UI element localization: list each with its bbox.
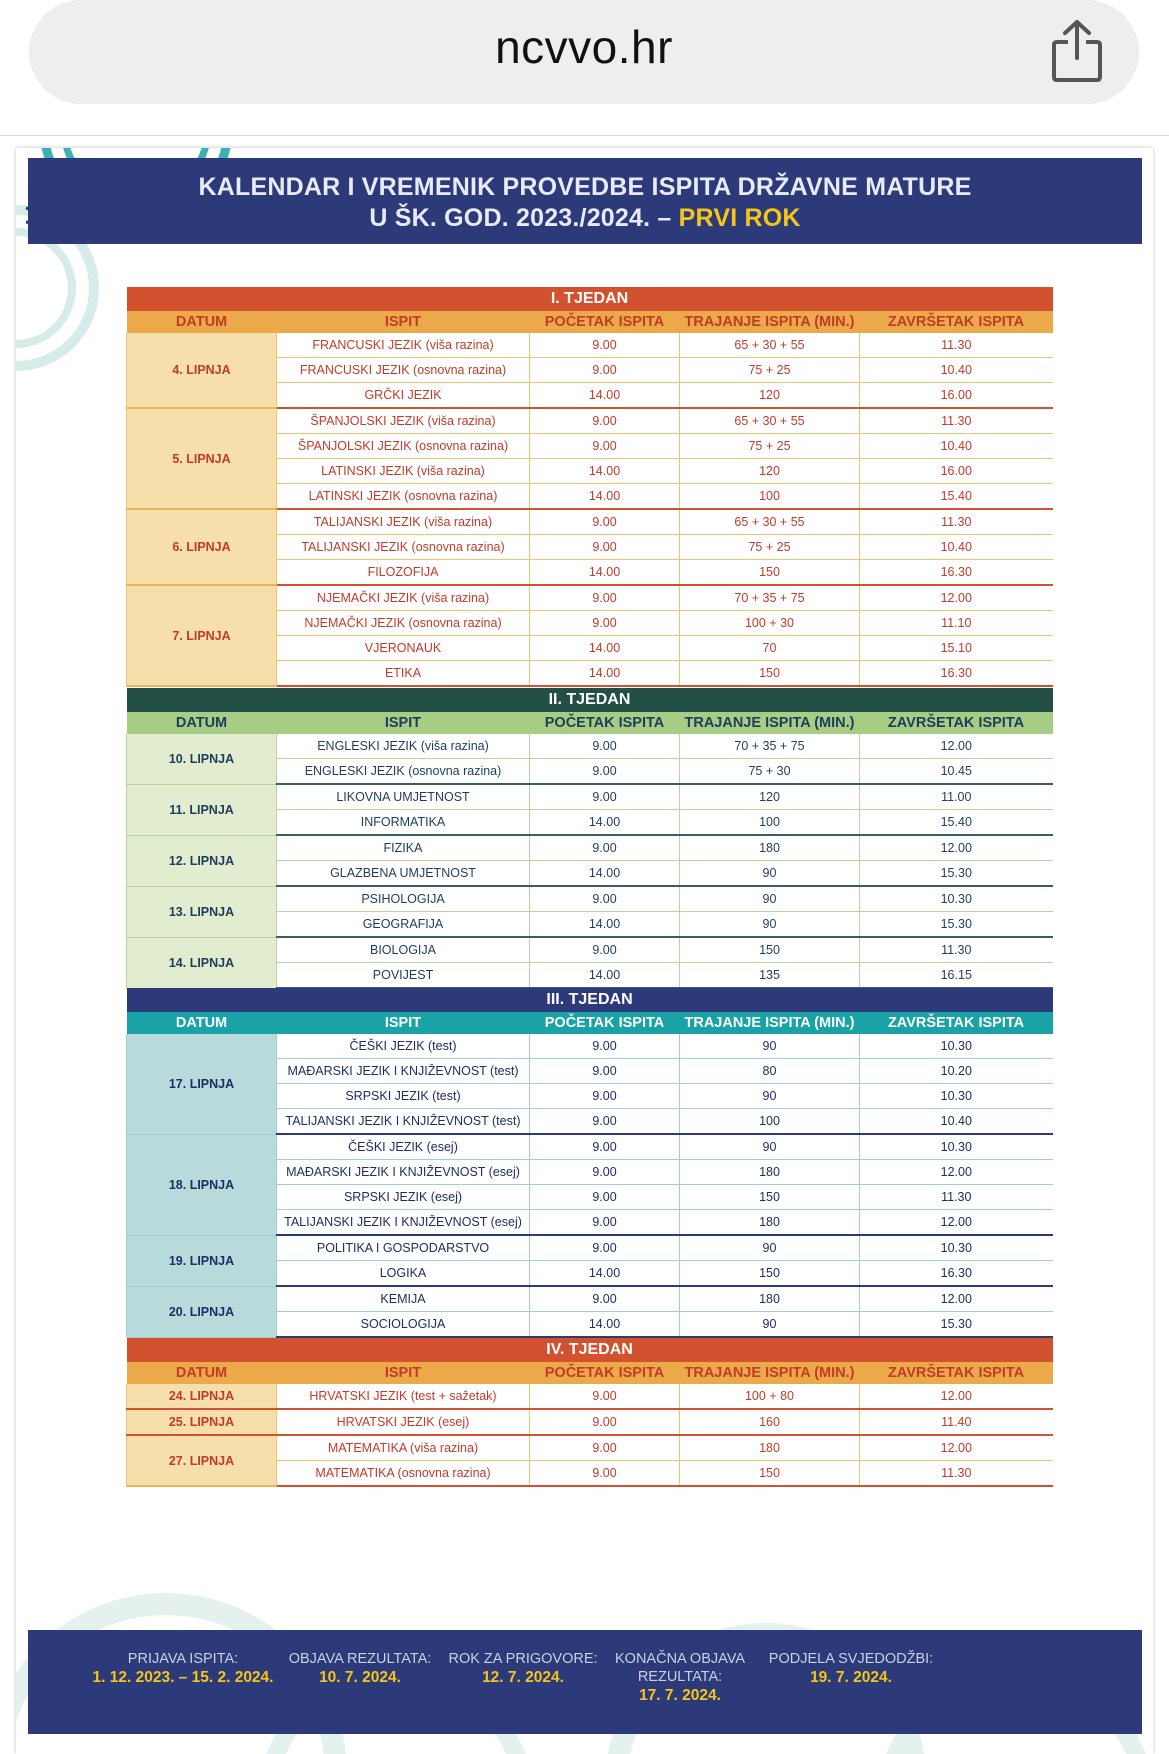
end-time: 15.40	[860, 810, 1053, 836]
week-title: II. TJEDAN	[127, 688, 1053, 712]
start-time: 14.00	[530, 1261, 680, 1287]
col-zavrsetak: ZAVRŠETAK ISPITA	[860, 1012, 1053, 1034]
start-time: 9.00	[530, 1109, 680, 1135]
table-row	[127, 784, 1053, 810]
end-time: 11.10	[860, 611, 1053, 636]
start-time: 14.00	[530, 810, 680, 836]
page-title	[28, 172, 1142, 234]
exam-name: SOCIOLOGIJA	[277, 1312, 530, 1338]
footer-item	[580, 1650, 780, 1706]
end-time: 11.30	[860, 509, 1053, 535]
start-time: 9.00	[530, 1435, 680, 1461]
table-row	[127, 1435, 1053, 1461]
footer-date: 17. 7. 2024.	[639, 1687, 721, 1704]
start-time: 9.00	[530, 1059, 680, 1084]
duration: 120	[680, 383, 860, 409]
end-time: 11.30	[860, 1461, 1053, 1487]
title-highlight: PRVI ROK	[678, 204, 801, 232]
exam-name: MATEMATIKA (viša razina)	[277, 1435, 530, 1461]
footer-date: 19. 7. 2024.	[810, 1669, 892, 1686]
exam-name: HRVATSKI JEZIK (test + sažetak)	[277, 1384, 530, 1409]
table-row	[127, 509, 1053, 535]
start-time: 9.00	[530, 1384, 680, 1409]
end-time: 12.00	[860, 835, 1053, 861]
col-pocetak: POČETAK ISPITA	[530, 1362, 680, 1384]
week-table-3	[126, 988, 1052, 1338]
footer-date: 1. 12. 2023. – 15. 2. 2024.	[92, 1669, 274, 1686]
week-title-row	[127, 988, 1053, 1012]
start-time: 14.00	[530, 912, 680, 938]
exam-name: FRANCUSKI JEZIK (viša razina)	[277, 333, 530, 358]
col-datum: DATUM	[127, 712, 277, 734]
week-table-2	[126, 688, 1052, 989]
start-time: 9.00	[530, 937, 680, 963]
start-time: 9.00	[530, 1160, 680, 1185]
start-time: 9.00	[530, 1409, 680, 1435]
schedule-table	[126, 988, 1053, 1338]
date-cell: 12. LIPNJA	[127, 835, 277, 886]
end-time: 10.30	[860, 1034, 1053, 1059]
footer-item	[270, 1650, 450, 1688]
exam-name: KEMIJA	[277, 1286, 530, 1312]
week-title-row	[127, 287, 1053, 311]
exam-name: POLITIKA I GOSPODARSTVO	[277, 1235, 530, 1261]
end-time: 11.00	[860, 784, 1053, 810]
start-time: 14.00	[530, 963, 680, 989]
week-title: IV. TJEDAN	[127, 1338, 1053, 1362]
exam-name: FRANCUSKI JEZIK (osnovna razina)	[277, 358, 530, 383]
week-title: III. TJEDAN	[127, 988, 1053, 1012]
start-time: 14.00	[530, 636, 680, 661]
table-row	[127, 1034, 1053, 1059]
col-zavrsetak: ZAVRŠETAK ISPITA	[860, 311, 1053, 333]
date-cell: 6. LIPNJA	[127, 509, 277, 585]
table-row	[127, 734, 1053, 759]
end-time: 16.00	[860, 383, 1053, 409]
end-time: 10.20	[860, 1059, 1053, 1084]
end-time: 12.00	[860, 1435, 1053, 1461]
end-time: 16.15	[860, 963, 1053, 989]
exam-name: ŠPANJOLSKI JEZIK (viša razina)	[277, 408, 530, 434]
col-pocetak: POČETAK ISPITA	[530, 712, 680, 734]
week-title: I. TJEDAN	[127, 287, 1053, 311]
column-header-row	[127, 712, 1053, 734]
duration: 90	[680, 1134, 860, 1160]
duration: 135	[680, 963, 860, 989]
start-time: 14.00	[530, 1312, 680, 1338]
start-time: 9.00	[530, 509, 680, 535]
exam-name: ČEŠKI JEZIK (test)	[277, 1034, 530, 1059]
col-ispit: ISPIT	[277, 311, 530, 333]
end-time: 12.00	[860, 1160, 1053, 1185]
start-time: 9.00	[530, 585, 680, 611]
date-cell: 27. LIPNJA	[127, 1435, 277, 1486]
footer-label: OBJAVA REZULTATA:	[288, 1651, 432, 1667]
end-time: 12.00	[860, 1384, 1053, 1409]
column-header-row	[127, 311, 1053, 333]
date-cell: 20. LIPNJA	[127, 1286, 277, 1337]
start-time: 9.00	[530, 1084, 680, 1109]
start-time: 9.00	[530, 734, 680, 759]
date-cell: 4. LIPNJA	[127, 333, 277, 408]
col-trajanje: TRAJANJE ISPITA (MIN.)	[680, 311, 860, 333]
duration: 160	[680, 1409, 860, 1435]
date-cell: 5. LIPNJA	[127, 408, 277, 509]
duration: 180	[680, 1160, 860, 1185]
exam-name: MAĐARSKI JEZIK I KNJIŽEVNOST (test)	[277, 1059, 530, 1084]
exam-name: PSIHOLOGIJA	[277, 886, 530, 912]
duration: 100	[680, 810, 860, 836]
date-cell: 24. LIPNJA	[127, 1384, 277, 1409]
duration: 90	[680, 886, 860, 912]
exam-name: TALIJANSKI JEZIK (osnovna razina)	[277, 535, 530, 560]
table-row	[127, 886, 1053, 912]
end-time: 11.30	[860, 1185, 1053, 1210]
duration: 75 + 25	[680, 358, 860, 383]
end-time: 11.30	[860, 333, 1053, 358]
start-time: 9.00	[530, 835, 680, 861]
footer-label: ROK ZA PRIGOVORE:	[448, 1651, 598, 1667]
footer-item	[756, 1650, 946, 1688]
col-ispit: ISPIT	[277, 1362, 530, 1384]
exam-name: TALIJANSKI JEZIK (viša razina)	[277, 509, 530, 535]
exam-name: LATINSKI JEZIK (osnovna razina)	[277, 484, 530, 510]
col-zavrsetak: ZAVRŠETAK ISPITA	[860, 1362, 1053, 1384]
start-time: 9.00	[530, 1134, 680, 1160]
table-row	[127, 333, 1053, 358]
end-time: 15.30	[860, 861, 1053, 887]
date-cell: 18. LIPNJA	[127, 1134, 277, 1235]
table-row	[127, 937, 1053, 963]
exam-name: MATEMATIKA (osnovna razina)	[277, 1461, 530, 1487]
exam-name: NJEMAČKI JEZIK (viša razina)	[277, 585, 530, 611]
exam-name: LIKOVNA UMJETNOST	[277, 784, 530, 810]
end-time: 10.45	[860, 759, 1053, 785]
end-time: 16.00	[860, 459, 1053, 484]
footer-label: KONAČNA OBJAVA REZULTATA:	[615, 1651, 745, 1685]
exam-name: SRPSKI JEZIK (esej)	[277, 1185, 530, 1210]
schedule-table	[126, 1338, 1053, 1487]
col-zavrsetak: ZAVRŠETAK ISPITA	[860, 712, 1053, 734]
start-time: 14.00	[530, 383, 680, 409]
exam-name: ETIKA	[277, 661, 530, 687]
end-time: 11.30	[860, 408, 1053, 434]
footer-label: PRIJAVA ISPITA:	[127, 1651, 239, 1667]
duration: 180	[680, 1210, 860, 1236]
exam-name: LATINSKI JEZIK (viša razina)	[277, 459, 530, 484]
date-cell: 14. LIPNJA	[127, 937, 277, 988]
start-time: 14.00	[530, 459, 680, 484]
table-row	[127, 1409, 1053, 1435]
exam-name: GRČKI JEZIK	[277, 383, 530, 409]
duration: 75 + 30	[680, 759, 860, 785]
duration: 150	[680, 937, 860, 963]
exam-name: BIOLOGIJA	[277, 937, 530, 963]
date-cell: 25. LIPNJA	[127, 1409, 277, 1435]
duration: 65 + 30 + 55	[680, 509, 860, 535]
exam-name: ŠPANJOLSKI JEZIK (osnovna razina)	[277, 434, 530, 459]
week-table-1	[126, 287, 1052, 687]
start-time: 14.00	[530, 861, 680, 887]
end-time: 12.00	[860, 1286, 1053, 1312]
end-time: 12.00	[860, 1210, 1053, 1236]
duration: 70 + 35 + 75	[680, 734, 860, 759]
share-button[interactable]	[1049, 18, 1105, 84]
schedule-table	[126, 287, 1053, 687]
end-time: 10.30	[860, 1134, 1053, 1160]
end-time: 16.30	[860, 661, 1053, 687]
duration: 120	[680, 459, 860, 484]
week-title-row	[127, 1338, 1053, 1362]
start-time: 9.00	[530, 1461, 680, 1487]
duration: 75 + 25	[680, 434, 860, 459]
exam-name: SRPSKI JEZIK (test)	[277, 1084, 530, 1109]
exam-name: TALIJANSKI JEZIK I KNJIŽEVNOST (esej)	[277, 1210, 530, 1236]
duration: 65 + 30 + 55	[680, 408, 860, 434]
exam-name: ENGLESKI JEZIK (viša razina)	[277, 734, 530, 759]
duration: 100 + 30	[680, 611, 860, 636]
duration: 70	[680, 636, 860, 661]
address-bar[interactable]	[29, 0, 1139, 104]
browser-toolbar	[0, 0, 1169, 136]
exam-name: TALIJANSKI JEZIK I KNJIŽEVNOST (test)	[277, 1109, 530, 1135]
exam-name: ENGLESKI JEZIK (osnovna razina)	[277, 759, 530, 785]
start-time: 9.00	[530, 784, 680, 810]
col-pocetak: POČETAK ISPITA	[530, 1012, 680, 1034]
week-table-4	[126, 1338, 1052, 1487]
end-time: 12.00	[860, 734, 1053, 759]
date-cell: 11. LIPNJA	[127, 784, 277, 835]
start-time: 9.00	[530, 611, 680, 636]
duration: 100	[680, 484, 860, 510]
table-row	[127, 1286, 1053, 1312]
start-time: 9.00	[530, 1210, 680, 1236]
end-time: 10.40	[860, 358, 1053, 383]
duration: 180	[680, 835, 860, 861]
week-title-row	[127, 688, 1053, 712]
exam-name: GLAZBENA UMJETNOST	[277, 861, 530, 887]
duration: 90	[680, 912, 860, 938]
duration: 150	[680, 1185, 860, 1210]
exam-name: ČEŠKI JEZIK (esej)	[277, 1134, 530, 1160]
duration: 70 + 35 + 75	[680, 585, 860, 611]
start-time: 9.00	[530, 408, 680, 434]
start-time: 14.00	[530, 560, 680, 586]
footer-label: PODJELA SVJEDODŽBI:	[768, 1651, 934, 1667]
duration: 75 + 25	[680, 535, 860, 560]
date-cell: 17. LIPNJA	[127, 1034, 277, 1134]
duration: 120	[680, 784, 860, 810]
col-trajanje: TRAJANJE ISPITA (MIN.)	[680, 1362, 860, 1384]
duration: 100 + 80	[680, 1384, 860, 1409]
duration: 180	[680, 1286, 860, 1312]
duration: 80	[680, 1059, 860, 1084]
duration: 150	[680, 661, 860, 687]
end-time: 15.30	[860, 1312, 1053, 1338]
end-time: 10.30	[860, 1235, 1053, 1261]
duration: 90	[680, 1312, 860, 1338]
title-line-1: KALENDAR I VREMENIK PROVEDBE ISPITA DRŽAVNE MATURE	[198, 173, 972, 201]
start-time: 9.00	[530, 1185, 680, 1210]
end-time: 10.30	[860, 886, 1053, 912]
title-banner	[28, 158, 1142, 244]
table-row	[127, 835, 1053, 861]
duration: 150	[680, 560, 860, 586]
end-time: 15.10	[860, 636, 1053, 661]
date-cell: 19. LIPNJA	[127, 1235, 277, 1286]
date-cell: 13. LIPNJA	[127, 886, 277, 937]
exam-name: NJEMAČKI JEZIK (osnovna razina)	[277, 611, 530, 636]
end-time: 10.40	[860, 535, 1053, 560]
share-icon	[1049, 18, 1105, 84]
end-time: 15.30	[860, 912, 1053, 938]
footer-date: 10. 7. 2024.	[319, 1669, 401, 1686]
column-header-row	[127, 1012, 1053, 1034]
duration: 90	[680, 1235, 860, 1261]
footer-date: 12. 7. 2024.	[482, 1669, 564, 1686]
end-time: 10.40	[860, 434, 1053, 459]
title-year: U ŠK. GOD. 2023./2024. –	[369, 204, 679, 232]
start-time: 9.00	[530, 434, 680, 459]
start-time: 9.00	[530, 535, 680, 560]
exam-name: FIZIKA	[277, 835, 530, 861]
column-header-row	[127, 1362, 1053, 1384]
table-row	[127, 1384, 1053, 1409]
title-line-2	[28, 203, 1142, 234]
duration: 150	[680, 1261, 860, 1287]
duration: 150	[680, 1461, 860, 1487]
table-row	[127, 1134, 1053, 1160]
exam-name: VJERONAUK	[277, 636, 530, 661]
col-ispit: ISPIT	[277, 1012, 530, 1034]
start-time: 14.00	[530, 661, 680, 687]
col-trajanje: TRAJANJE ISPITA (MIN.)	[680, 712, 860, 734]
end-time: 10.30	[860, 1084, 1053, 1109]
table-row	[127, 1235, 1053, 1261]
end-time: 15.40	[860, 484, 1053, 510]
duration: 100	[680, 1109, 860, 1135]
end-time: 16.30	[860, 1261, 1053, 1287]
exam-name: GEOGRAFIJA	[277, 912, 530, 938]
start-time: 14.00	[530, 484, 680, 510]
exam-name: POVIJEST	[277, 963, 530, 989]
duration: 65 + 30 + 55	[680, 333, 860, 358]
end-time: 10.40	[860, 1109, 1053, 1135]
table-row	[127, 585, 1053, 611]
end-time: 11.30	[860, 937, 1053, 963]
exam-name: INFORMATIKA	[277, 810, 530, 836]
start-time: 9.00	[530, 759, 680, 785]
end-time: 12.00	[860, 585, 1053, 611]
start-time: 9.00	[530, 333, 680, 358]
exam-name: LOGIKA	[277, 1261, 530, 1287]
date-cell: 7. LIPNJA	[127, 585, 277, 686]
col-ispit: ISPIT	[277, 712, 530, 734]
col-trajanje: TRAJANJE ISPITA (MIN.)	[680, 1012, 860, 1034]
table-row	[127, 408, 1053, 434]
footer-banner	[28, 1630, 1142, 1734]
end-time: 11.40	[860, 1409, 1053, 1435]
schedule-table	[126, 688, 1053, 989]
col-datum: DATUM	[127, 1012, 277, 1034]
col-datum: DATUM	[127, 311, 277, 333]
col-pocetak: POČETAK ISPITA	[530, 311, 680, 333]
footer-item	[88, 1650, 278, 1688]
date-cell: 10. LIPNJA	[127, 734, 277, 784]
col-datum: DATUM	[127, 1362, 277, 1384]
start-time: 9.00	[530, 1034, 680, 1059]
start-time: 9.00	[530, 886, 680, 912]
start-time: 9.00	[530, 1286, 680, 1312]
start-time: 9.00	[530, 358, 680, 383]
url-text[interactable]: ncvvo.hr	[495, 21, 673, 73]
duration: 180	[680, 1435, 860, 1461]
duration: 90	[680, 1084, 860, 1109]
start-time: 9.00	[530, 1235, 680, 1261]
exam-name: FILOZOFIJA	[277, 560, 530, 586]
duration: 90	[680, 1034, 860, 1059]
exam-name: HRVATSKI JEZIK (esej)	[277, 1409, 530, 1435]
exam-name: MAĐARSKI JEZIK I KNJIŽEVNOST (esej)	[277, 1160, 530, 1185]
document-page	[16, 148, 1153, 1754]
duration: 90	[680, 861, 860, 887]
end-time: 16.30	[860, 560, 1053, 586]
